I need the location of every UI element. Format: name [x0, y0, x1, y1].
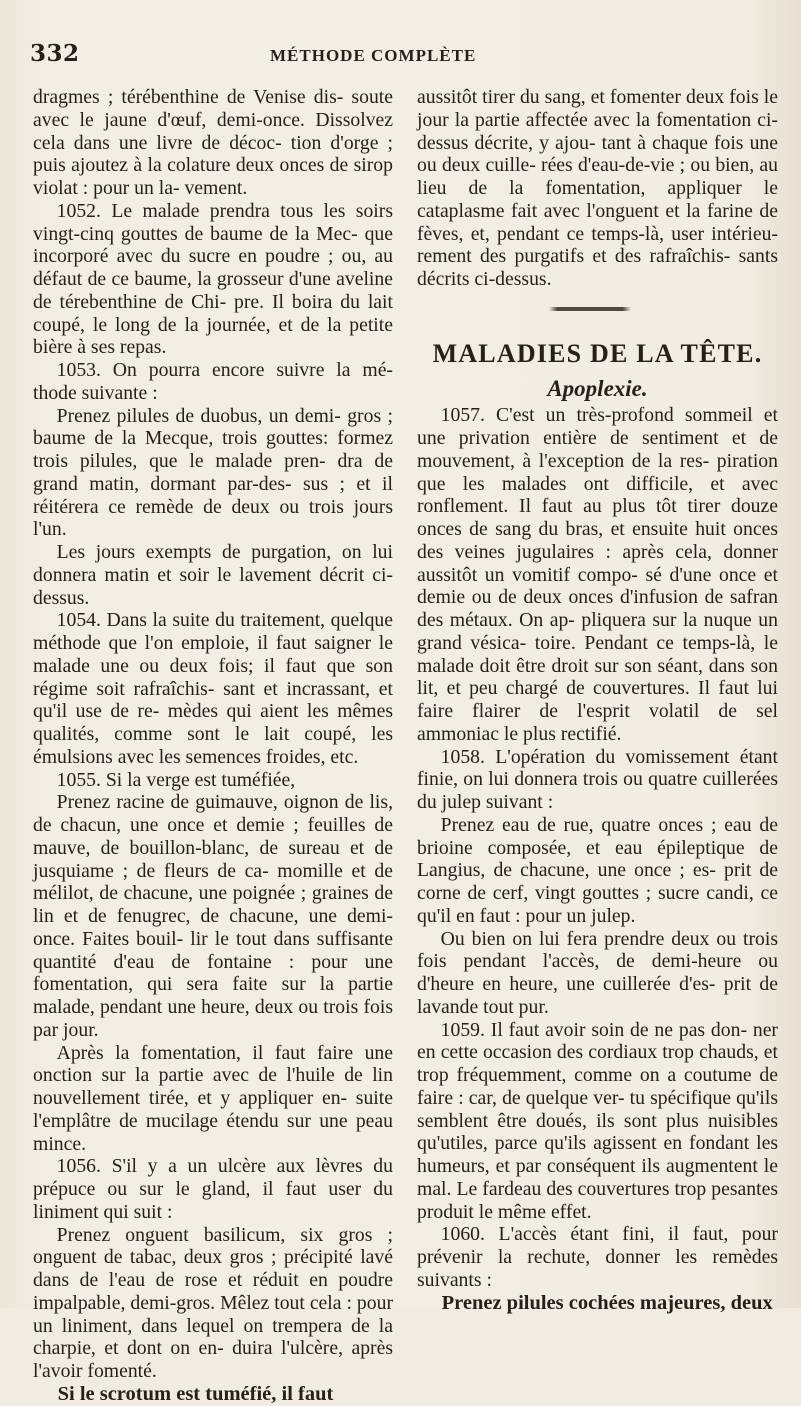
paragraph: 1058. L'opération du vomissement étant finie, on lui donnera trois ou quatre cuillerées du julep suivant :: [417, 745, 778, 813]
page-header: [30, 40, 770, 76]
paragraph: 1055. Si la verge est tuméfiée,: [56, 768, 296, 791]
section-title: MALADIES DE LA TÊTE.: [432, 338, 763, 368]
paragraph: Prenez eau de rue, quatre onces ; eau de brioine composée, et eau épileptique de Langius, de chacune, une once ; es- prit de corne de cerf, vingt gouttes ; sucre candi, ce qu'il en faut : pour un julep.: [417, 813, 778, 927]
paragraph: 1052. Le malade prendra tous les soirs vingt-cinq gouttes de baume de la Mec- que incorporé avec du sucre en poudre ; ou, au défaut de ce baume, la grosseur d'une aveline de térebenthine de Chi- pre. Il boira du lait coupé, le long de la journée, et de la petite bière à ses repas.: [33, 199, 393, 359]
left-column: [33, 86, 393, 1406]
paragraph: Si le scrotum est tuméfié, il faut: [57, 1382, 334, 1405]
paragraph: dragmes ; térébenthine de Venise dis- soute avec le jaune d'œuf, demi-once. Dissolvez cela dans une livre de décoc- tion d'orge ; puis ajoutez à la colature deux onces de sirop violat : pour un la- vement.: [33, 86, 393, 199]
paragraph: Prenez pilules de duobus, un demi- gros ; baume de la Mecque, trois gouttes: formez trois pilules, que le malade pren- dra de grand matin, dormant par-des- sus ; et il réitérera ce remède de deux ou trois jours l'un.: [33, 404, 393, 541]
paragraph: Après la fomentation, il faut faire une onction sur la partie avec de l'huile de lin nouvellement tirée, et y appliquer en- suite l'emplâtre de mucilage étendu sur une peau mince.: [33, 1041, 393, 1155]
right-column: [417, 86, 778, 1314]
paragraph: Ou bien on lui fera prendre deux ou trois fois pendant l'accès, de demi-heure ou d'heure en heure, une cuillerée d'es- prit de lavande tout pur.: [417, 927, 778, 1018]
section-divider: [417, 291, 778, 343]
running-title: MÉTHODE COMPLÈTE: [270, 46, 477, 65]
paragraph: Prenez racine de guimauve, oignon de lis, de chacun, une once et demie ; feuilles de mauve, de bouillon-blanc, de sureau et de jusquiame ; de fleurs de ca- momille et de mélilot, de chacune, une poignée ; graines de lin et de fenugrec, de chacune, une demi-once. Faites bouil- lir le tout dans suffisante quantité d'eau de fontaine : pour une fomentation, qui sera faite sur la partie malade, pendant une heure, deux ou trois fois par jour.: [33, 791, 393, 1041]
paragraph: 1060. L'accès étant fini, il faut, pour prévenir la rechute, donner les remèdes suivants :: [417, 1223, 778, 1291]
paragraph: 1054. Dans la suite du traitement, quelque méthode que l'on emploie, il faut saigner le malade une ou deux fois; il faut que son régime soit rafraîchis- sant et incrassant, et qu'il use de re- mèdes qui aient les mêmes qualités, comme sont le lait coupé, les émulsions avec les semences froides, etc.: [33, 609, 393, 768]
paragraph: Prenez onguent basilicum, six gros ; onguent de tabac, deux gros ; précipité lavé dans de l'eau de rose et réduit en poudre impalpable, demi-gros. Mêlez tout cela : pour un liniment, dans lequel on trempera de la charpie, et dont on en- duira l'ulcère, après l'avoir fomenté.: [33, 1223, 393, 1382]
paragraph: 1059. Il faut avoir soin de ne pas don- ner en cette occasion des cordiaux trop chauds, et trop fréquemment, comme on a coutume de faire : car, de quelque ver- tu spécifique qu'ils semblent être doués, ils sont plus nuisibles qu'utiles, parce qu'ils agissent en fondant les humeurs, et par conséquent ils augmentent le mal. Le fardeau des couvertures trop pesantes produit le même effet.: [417, 1018, 778, 1223]
paragraph: aussitôt tirer du sang, et fomenter deux fois le jour la partie affectée avec la fomentation ci-dessus décrite, y ajou- tant à chaque fois une ou deux cuille- rées d'eau-de-vie ; ou bien, au lieu de la fomentation, appliquer le cataplasme fait avec l'onguent et la farine de fèves, et, pendant ce temps-là, user intérieu- rement des purgatifs et des rafraîchis- sants décrits ci-dessus.: [417, 86, 778, 290]
page-number: 332: [30, 40, 80, 67]
subsection-title: Apoplexie.: [547, 375, 648, 401]
paragraph: Prenez pilules cochées majeures, deux: [441, 1291, 773, 1314]
paragraph: 1056. S'il y a un ulcère aux lèvres du prépuce ou sur le gland, il faut user du liniment qui suit :: [33, 1155, 393, 1223]
paragraph: 1057. C'est un très-profond sommeil et une privation entière de sentiment et de mouvement, à l'exception de la res- piration que les malades ont difficile, et avec ronflement. Il faut au plus tôt tirer douze onces de sang du bras, et ensuite huit onces des veines jugulaires : après cela, donner aussitôt un vomitif compo- sé d'une once et demie ou de deux onces d'infusion de safran des métaux. On ap- pliquera sur la nuque un grand vésica- toire. Pendant ce temps-là, le malade doit être droit sur son séant, dans son lit, et peu chargé de couvertures. Il faut lui faire flairer de l'esprit volatil de sel ammoniac le plus rectifié.: [417, 404, 778, 745]
divider-rule: [549, 307, 631, 311]
paragraph: Les jours exempts de purgation, on lui donnera matin et soir le lavement décrit ci-dessus.: [33, 541, 393, 609]
paragraph: 1053. On pourra encore suivre la mé- thode suivante :: [33, 359, 393, 404]
